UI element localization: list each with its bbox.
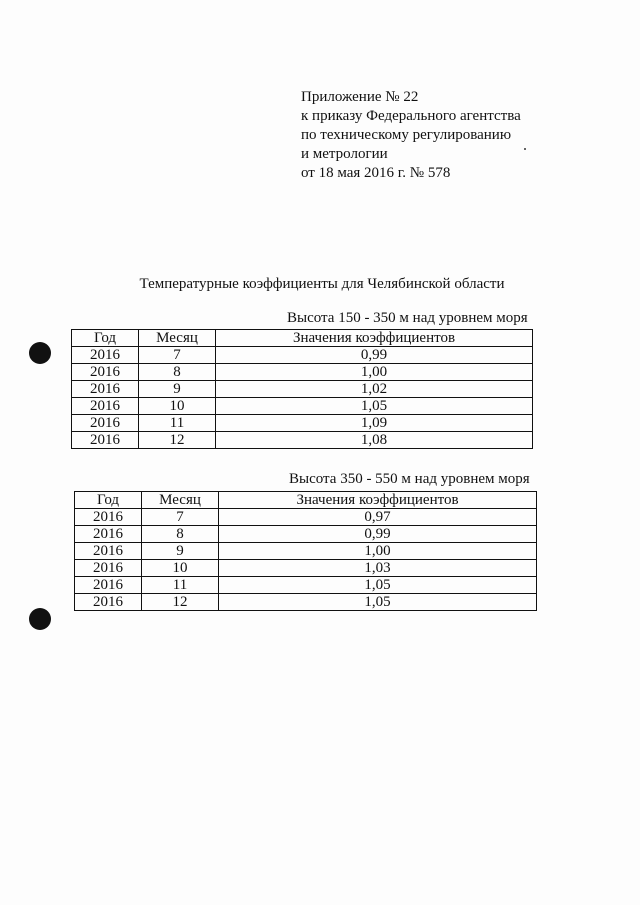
cell-value: 0,97 [219,509,537,526]
cell-month: 7 [142,509,219,526]
cell-value: 1,00 [219,543,537,560]
cell-year: 2016 [72,364,139,381]
appendix-line: по техническому регулированию [301,127,512,143]
cell-value: 1,05 [219,577,537,594]
column-header-year: Год [75,492,142,509]
cell-year: 2016 [72,415,139,432]
cell-year: 2016 [75,526,142,543]
table-row [75,577,537,594]
cell-month: 9 [139,381,216,398]
column-header-month: Месяц [142,492,219,509]
table-caption: Высота 150 - 350 м над уровнем моря [287,310,528,326]
cell-month: 10 [139,398,216,415]
cell-year: 2016 [72,432,139,449]
appendix-line: Приложение № 22 [301,89,419,105]
table-row [72,347,533,364]
appendix-line: от 18 мая 2016 г. № 578 [301,165,451,181]
table-row [75,543,537,560]
cell-year: 2016 [72,398,139,415]
coefficient-table [74,491,537,611]
table-header-row [72,330,533,347]
appendix-header [301,88,561,183]
column-header-value: Значения коэффициентов [219,492,537,509]
punch-hole [29,342,51,364]
cell-year: 2016 [75,543,142,560]
cell-value: 1,03 [219,560,537,577]
cell-month: 10 [142,560,219,577]
document-title: Температурные коэффициенты для Челябинской области [139,276,505,292]
cell-year: 2016 [75,509,142,526]
cell-value: 1,05 [216,398,533,415]
column-header-month: Месяц [139,330,216,347]
cell-value: 1,09 [216,415,533,432]
cell-value: 1,00 [216,364,533,381]
table-row [75,509,537,526]
cell-value: 1,08 [216,432,533,449]
table-caption: Высота 350 - 550 м над уровнем моря [289,471,530,487]
table-row [72,415,533,432]
punch-hole [29,608,51,630]
cell-month: 11 [139,415,216,432]
cell-value: 1,02 [216,381,533,398]
coefficient-table [71,329,533,449]
cell-month: 9 [142,543,219,560]
cell-value: 0,99 [216,347,533,364]
table-row [75,594,537,611]
cell-month: 8 [139,364,216,381]
cell-month: 8 [142,526,219,543]
cell-month: 7 [139,347,216,364]
table-row [75,560,537,577]
table-row [72,381,533,398]
cell-year: 2016 [75,577,142,594]
cell-month: 11 [142,577,219,594]
cell-month: 12 [139,432,216,449]
table-row [72,432,533,449]
cell-year: 2016 [72,381,139,398]
cell-month: 12 [142,594,219,611]
table-header-row [75,492,537,509]
column-header-value: Значения коэффициентов [216,330,533,347]
cell-year: 2016 [75,594,142,611]
table-row [72,364,533,381]
cell-year: 2016 [75,560,142,577]
cell-value: 1,05 [219,594,537,611]
table-row [72,398,533,415]
table-row [75,526,537,543]
cell-value: 0,99 [219,526,537,543]
appendix-line: к приказу Федерального агентства [301,108,521,124]
cell-year: 2016 [72,347,139,364]
appendix-line: и метрологии [301,146,388,162]
column-header-year: Год [72,330,139,347]
